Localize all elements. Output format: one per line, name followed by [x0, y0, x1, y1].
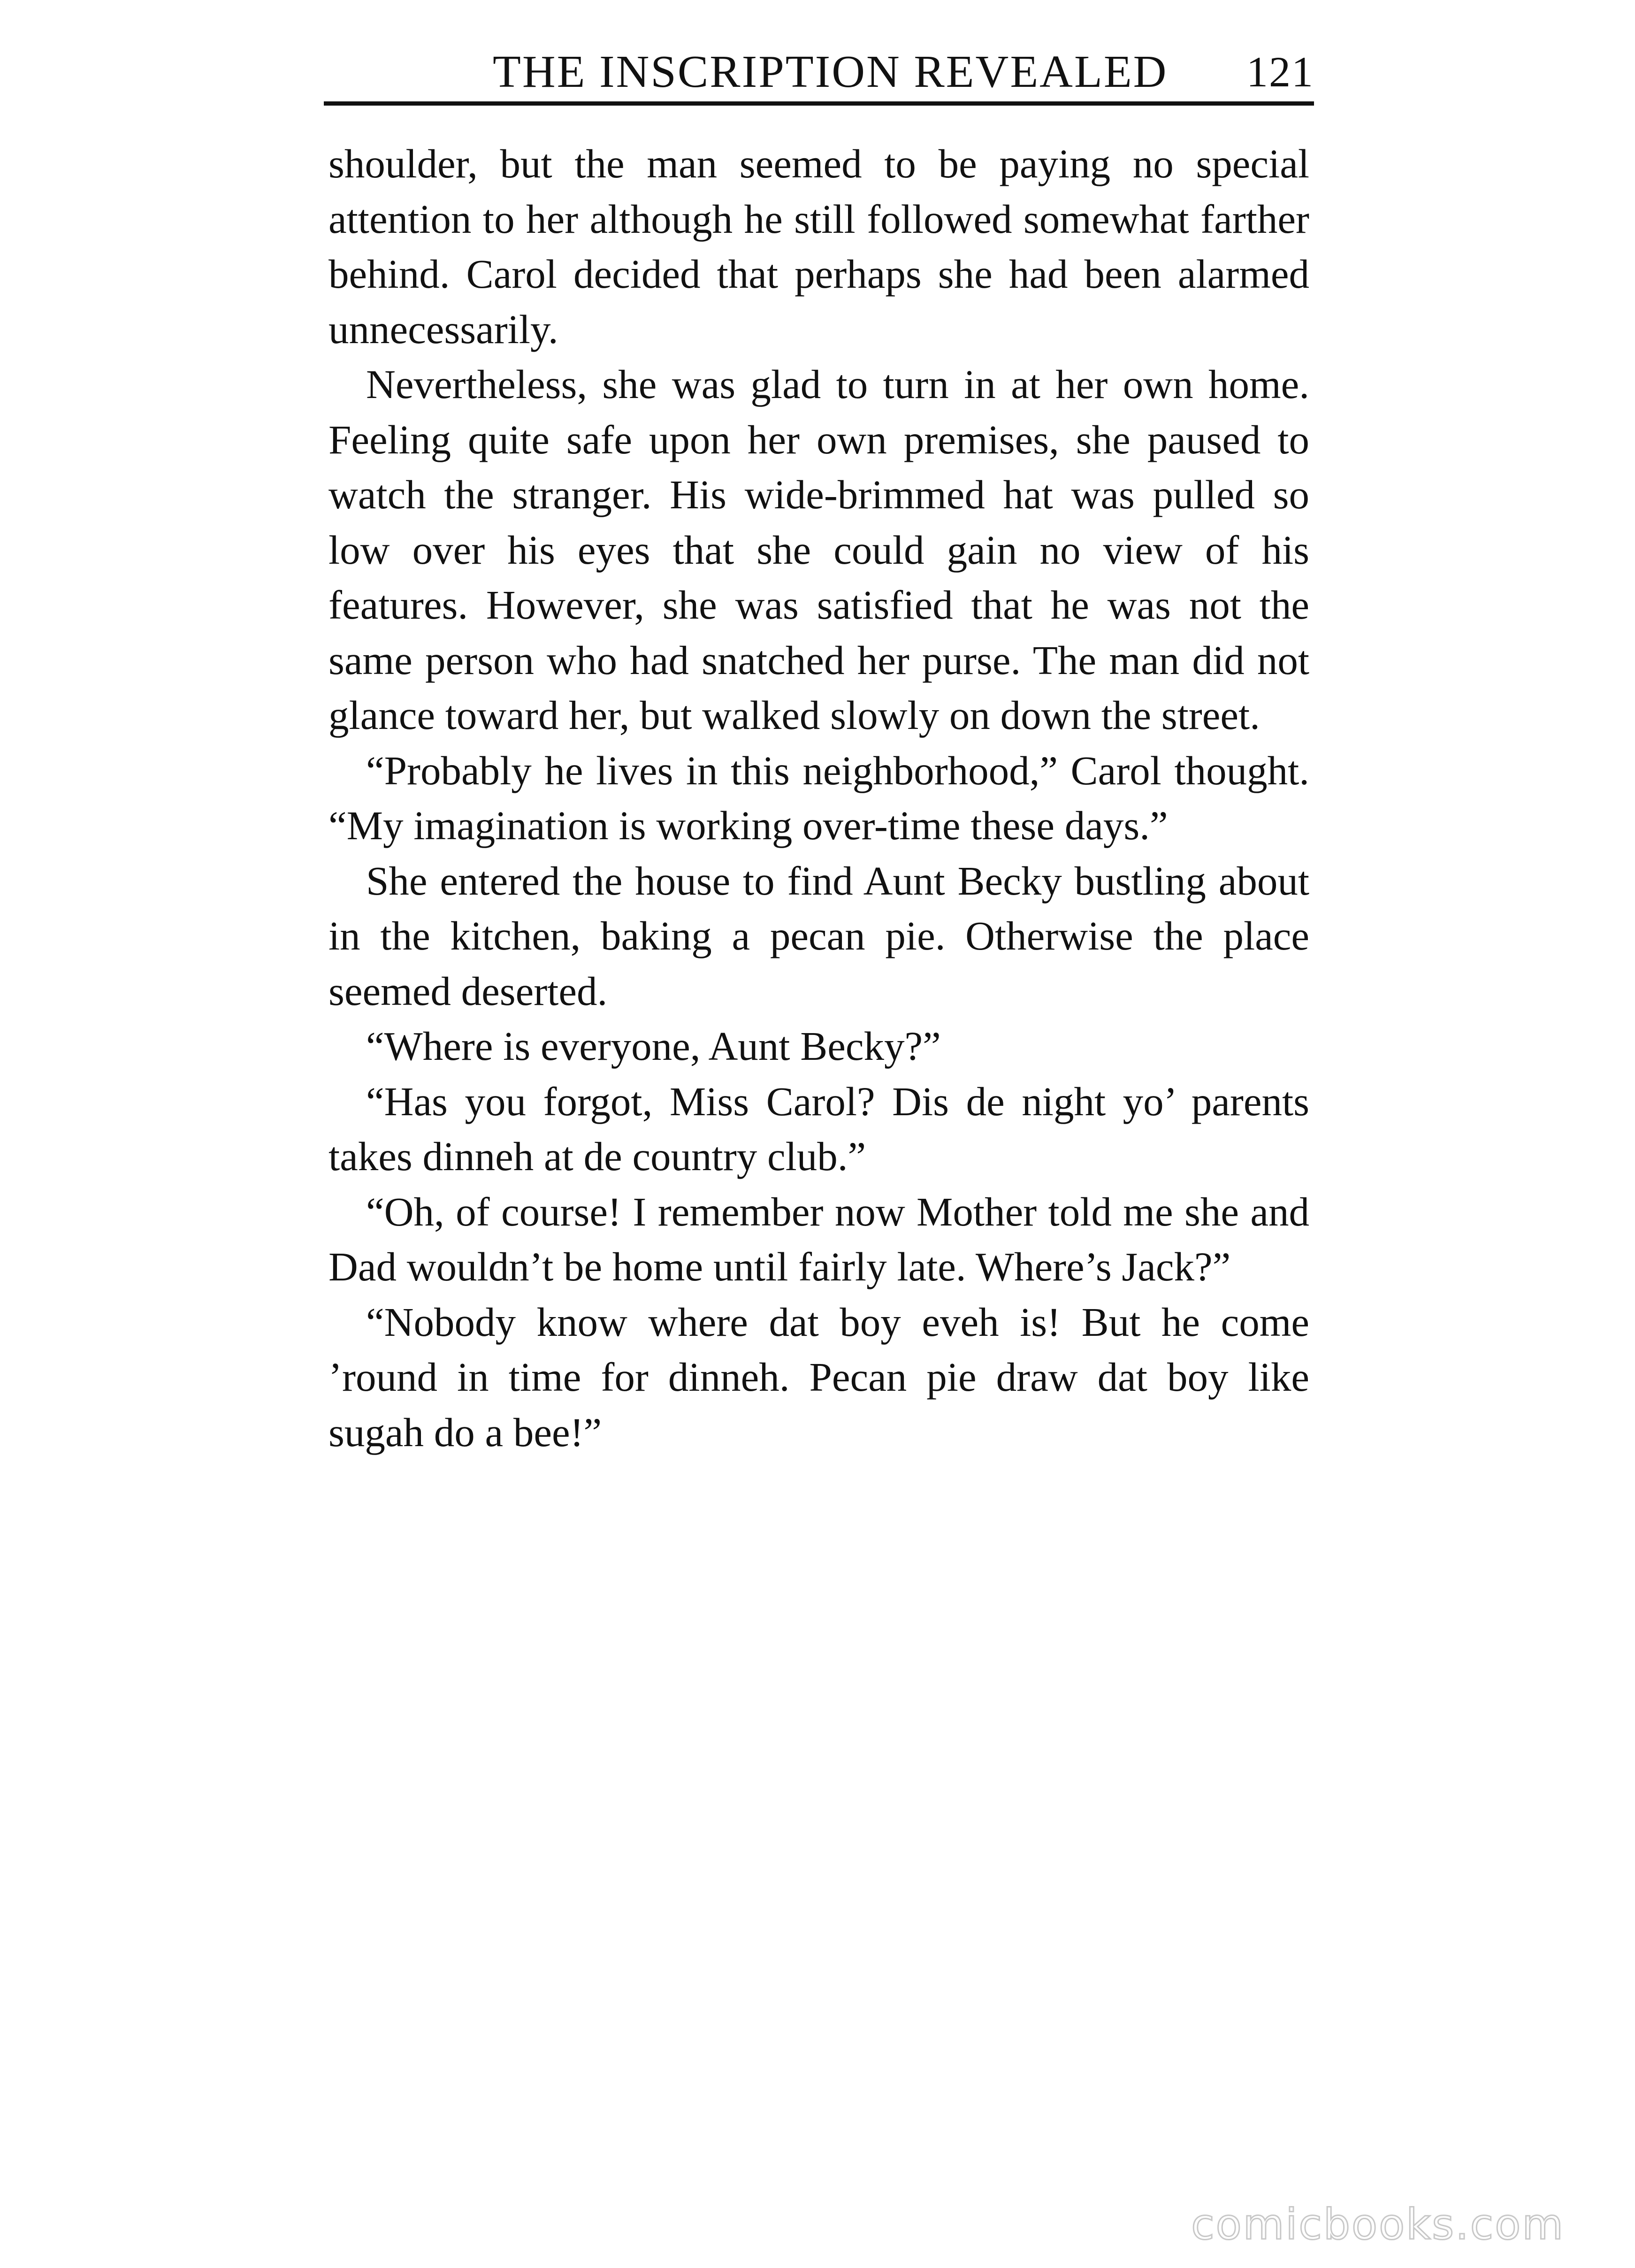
- header-rule: [324, 101, 1314, 106]
- paragraph-2: Nevertheless, she was glad to turn in at her own home. Feeling quite safe upon her own premises, she paused to watch the stranger. His wide-brimmed hat was pulled so low over his eyes that she could gain no view of his features. However, she was satisfied that he was not the same person who had snatched her purse. The man did not glance toward her, but walked slowly on down the street.: [329, 361, 1309, 738]
- paragraph-4: She entered the house to find Aunt Becky bustling about in the kitchen, baking a pecan pie. Otherwise the place seemed deserted.: [329, 858, 1309, 1014]
- body-text: [329, 136, 1309, 1460]
- paragraph-3: “Probably he lives in this neighborhood,” Carol thought. “My imagination is working over-time these days.”: [329, 747, 1309, 848]
- paragraph-1: shoulder, but the man seemed to be paying no special attention to her although he still followed somewhat farther behind. Carol decided that perhaps she had been alarmed unnecessarily.: [329, 141, 1309, 352]
- site-watermark: comicbooks.com: [1191, 2200, 1565, 2249]
- running-title: THE INSCRIPTION REVEALED: [493, 46, 1168, 97]
- paragraph-7: “Oh, of course! I remember now Mother told me she and Dad wouldn’t be home until fairly late. Where’s Jack?”: [329, 1188, 1309, 1289]
- page-number: 121: [1246, 48, 1314, 96]
- paragraph-6: “Has you forgot, Miss Carol? Dis de night yo’ parents takes dinneh at de country club.”: [329, 1078, 1309, 1179]
- paragraph-5: “Where is everyone, Aunt Becky?”: [366, 1023, 941, 1069]
- paragraph-8: “Nobody know where dat boy eveh is! But he come ’round in time for dinneh. Pecan pie draw dat boy like sugah do a bee!”: [329, 1299, 1309, 1455]
- running-header: [324, 41, 1314, 102]
